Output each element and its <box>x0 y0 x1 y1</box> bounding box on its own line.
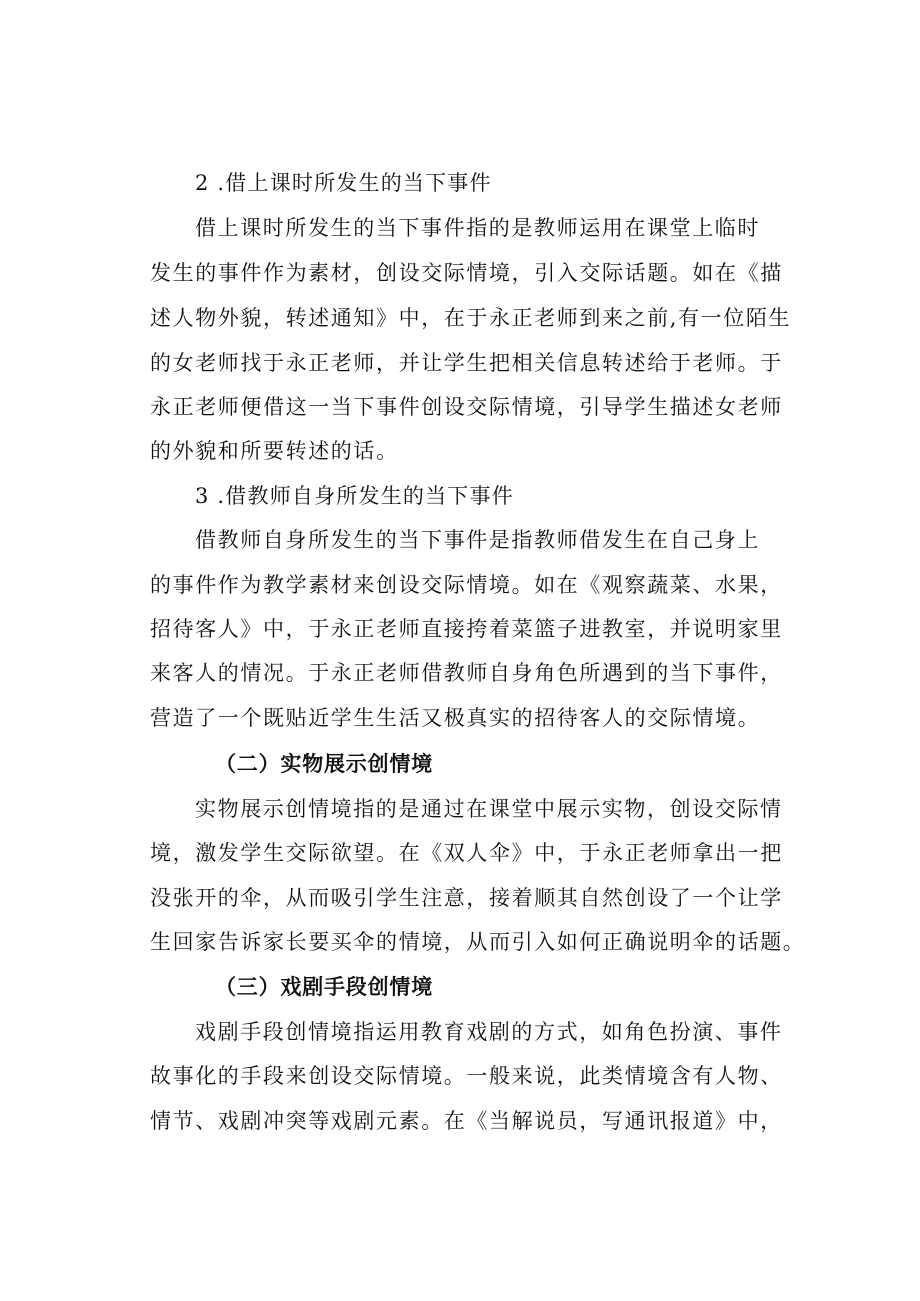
paragraph-line: 没张开的伞，从而吸引学生注意，接着顺其自然创设了一个让学 <box>150 886 783 910</box>
paragraph-line: 境，激发学生交际欲望。在《双人伞》中，于永正老师拿出一把 <box>150 841 783 865</box>
section-heading-3: （三）戏剧手段创情境 <box>215 975 433 999</box>
paragraph-line: 实物展示创情境指的是通过在课堂中展示实物，创设交际情 <box>195 797 783 821</box>
paragraph-line: 借教师自身所发生的当下事件是指教师借发生在自己身上 <box>195 528 760 552</box>
paragraph-line: 戏剧手段创情境指运用教育戏剧的方式，如角色扮演、事件 <box>195 1020 783 1044</box>
paragraph-line: 招待客人》中，于永正老师直接挎着菜篮子进教室，并说明家里 <box>150 617 783 641</box>
section-heading-2: （二）实物展示创情境 <box>215 752 433 776</box>
paragraph-line: 述人物外貌，转述通知》中，在于永正老师到来之前,有一位陌生 <box>150 306 792 330</box>
paragraph-line: 来客人的情况。于永正老师借教师自身角色所遇到的当下事件， <box>150 661 783 685</box>
paragraph-line: 借上课时所发生的当下事件指的是教师运用在课堂上临时 <box>195 216 760 240</box>
paragraph-line: 生回家告诉家长要买伞的情境，从而引入如何正确说明伞的话题。 <box>150 930 806 954</box>
paragraph-line: 发生的事件作为素材，创设交际情境，引入交际话题。如在《描 <box>150 261 783 285</box>
paragraph-line: 的事件作为教学素材来创设交际情境。如在《观察蔬菜、水果， <box>150 573 783 597</box>
paragraph-line: 的女老师找于永正老师，并让学生把相关信息转述给于老师。于 <box>150 351 783 375</box>
paragraph-line: 故事化的手段来创设交际情境。一般来说，此类情境含有人物、 <box>150 1064 783 1088</box>
paragraph-line: 永正老师便借这一当下事件创设交际情境，引导学生描述女老师 <box>150 395 783 419</box>
paragraph-line: 的外貌和所要转述的话。 <box>150 439 399 463</box>
paragraph-line: 营造了一个既贴近学生生活又极真实的招待客人的交际情境。 <box>150 706 761 730</box>
subheading-2: 2 .借上课时所发生的当下事件 <box>195 171 492 195</box>
paragraph-line: 情节、戏剧冲突等戏剧元素。在《当解说员，写通讯报道》中， <box>150 1109 783 1133</box>
subheading-3: 3 .借教师自身所发生的当下事件 <box>195 484 514 508</box>
